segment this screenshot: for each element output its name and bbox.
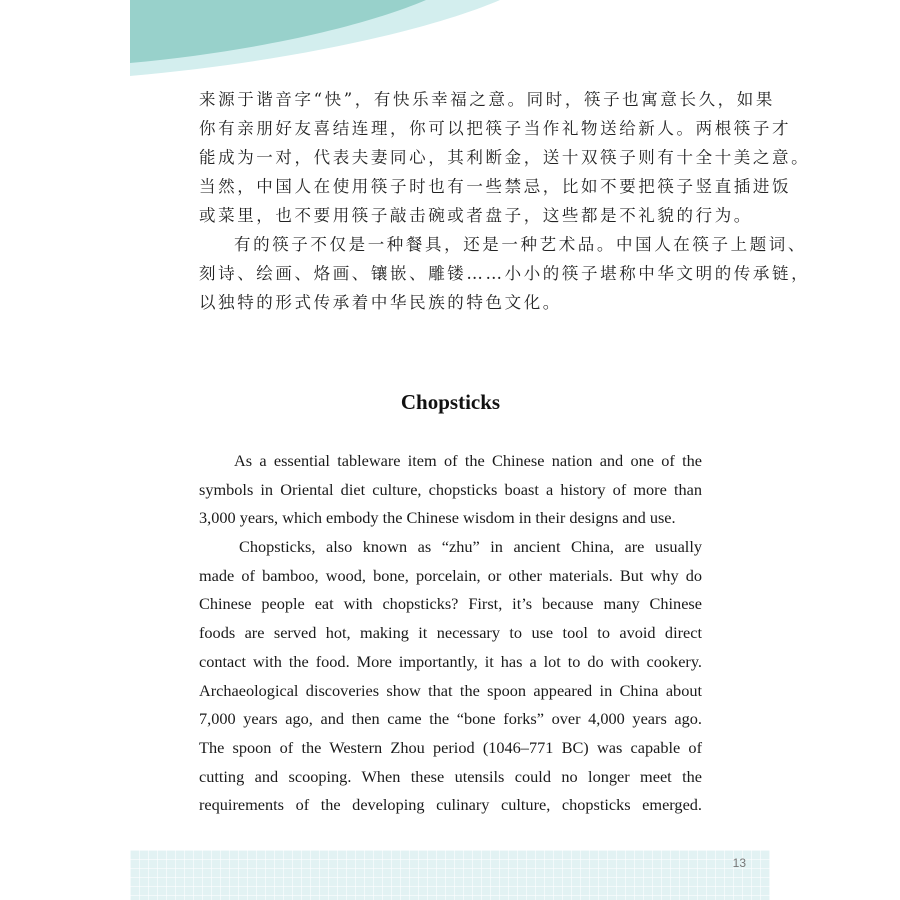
- page-number: 13: [732, 856, 746, 870]
- decorative-curve-header: [130, 0, 770, 90]
- text-line: cutting and scooping. When these utensils could no longer meet the: [199, 766, 702, 786]
- text-line: 当然，中国人在使用筷子时也有一些禁忌，比如不要把筷子竖直插进饭: [199, 177, 792, 196]
- text-line: 来源于谐音字“快”，有快乐幸福之意。同时，筷子也寓意长久，如果: [199, 90, 775, 109]
- text-line: 或菜里，也不要用筷子敲击碗或者盘子，这些都是不礼貌的行为。: [199, 206, 753, 225]
- text-line: made of bamboo, wood, bone, porcelain, or other materials. But why do: [199, 565, 702, 585]
- text-line: Chinese people eat with chopsticks? First, it’s because many Chinese: [199, 594, 702, 614]
- text-line: 刻诗、绘画、烙画、镶嵌、雕镂……小小的筷子堪称中华文明的传承链，: [199, 264, 811, 283]
- text-line: contact with the food. More importantly, it has a lot to do with cookery.: [199, 651, 702, 671]
- text-line: Archaeological discoveries show that the spoon appeared in China about: [199, 680, 702, 700]
- text-line: 7,000 years ago, and then came the “bone forks” over 4,000 years ago.: [199, 709, 702, 729]
- english-body: [199, 447, 702, 820]
- text-line: 有的筷子不仅是一种餐具，还是一种艺术品。中国人在筷子上题词、: [234, 235, 807, 254]
- section-title: Chopsticks: [400, 390, 501, 414]
- text-line: 能成为一对，代表夫妻同心，其利断金，送十双筷子则有十全十美之意。: [199, 148, 811, 167]
- chinese-paragraph-1: [199, 85, 811, 317]
- text-line: foods are served hot, making it necessary to use tool to avoid direct: [199, 623, 702, 643]
- footer-grid-band: [130, 850, 770, 900]
- text-line: symbols in Oriental diet culture, chopsticks boast a history of more than: [199, 479, 702, 499]
- text-line: As a essential tableware item of the Chinese nation and one of the: [234, 451, 702, 470]
- text-line: The spoon of the Western Zhou period (1046–771 BC) was capable of: [199, 737, 702, 757]
- text-line: 你有亲朋好友喜结连理，你可以把筷子当作礼物送给新人。两根筷子才: [199, 119, 792, 138]
- text-line: 3,000 years, which embody the Chinese wisdom in their designs and use.: [199, 508, 676, 528]
- text-line: 以独特的形式传承着中华民族的特色文化。: [199, 293, 562, 312]
- text-line: Chopsticks, also known as “zhu” in ancient China, are usually: [239, 537, 702, 557]
- text-line: requirements of the developing culinary culture, chopsticks emerged.: [199, 795, 702, 815]
